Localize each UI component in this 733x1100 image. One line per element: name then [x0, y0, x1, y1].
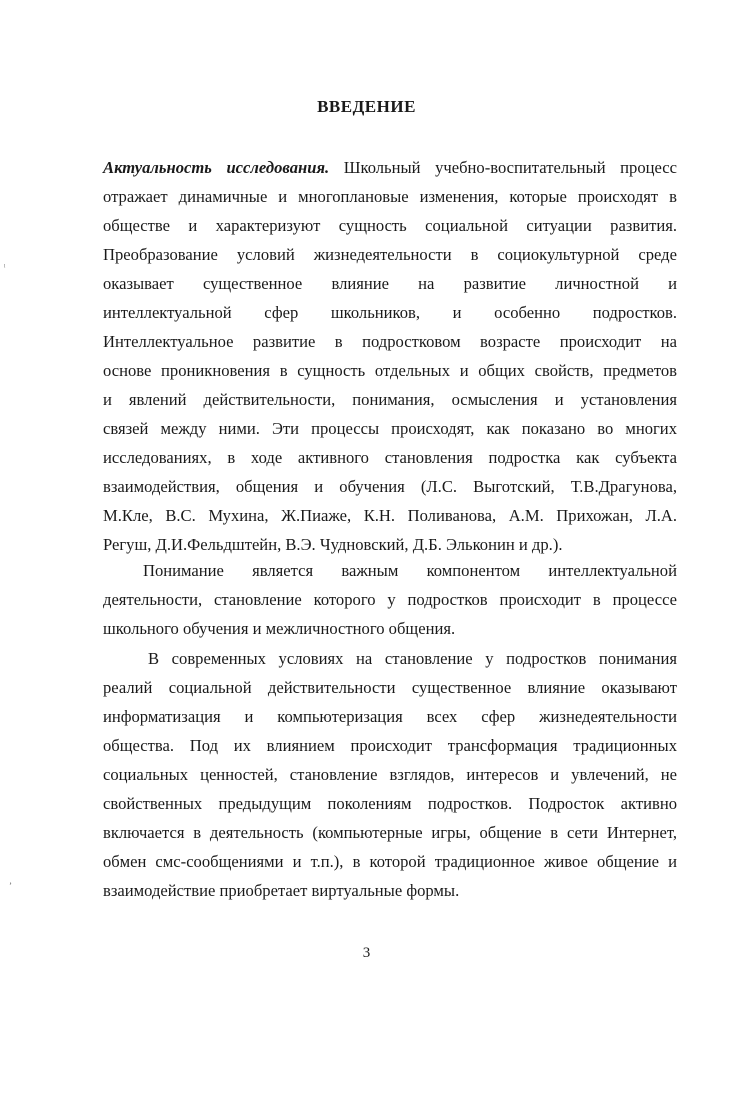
paragraph-3-line: свойственных предыдущим поколениям подростков. Подросток активно: [103, 794, 677, 813]
page-title: ВВЕДЕНИЕ: [317, 97, 416, 116]
paragraph-3-line: В современных условиях на становление у подростков понимания: [148, 649, 677, 668]
paragraph-1-line: Интеллектуальное развитие в подростковом возрасте происходит на: [103, 332, 677, 351]
paragraph-1-line: основе проникновения в сущность отдельных и общих свойств, предметов: [103, 361, 677, 380]
paragraph-2-line: Понимание является важным компонентом интеллектуальной: [143, 561, 677, 580]
page-number: 3: [362, 945, 371, 961]
paragraph-1-line: Регуш, Д.И.Фельдштейн, В.Э. Чудновский, Д.Б. Эльконин и др.).: [103, 535, 563, 554]
paragraph-1-line: интеллектуальной сфер школьников, и особенно подростков.: [103, 303, 677, 322]
scan-speck: ʼ: [9, 881, 12, 891]
lead-rest: Школьный учебно-воспитательный процесс: [329, 158, 678, 177]
lead-heading: Актуальность исследования.: [103, 158, 330, 177]
paragraph-1-line: Преобразование условий жизнедеятельности в социокультурной среде: [103, 245, 677, 264]
paragraph-1-line: связей между ними. Эти процессы происходят, как показано во многих: [103, 419, 677, 438]
paragraph-3-line: реалий социальной действительности существенное влияние оказывают: [103, 678, 677, 697]
paragraph-1-line: исследованиях, в ходе активного становления подростка как субъекта: [103, 448, 677, 467]
paragraph-3-line: обмен смс-сообщениями и т.п.), в которой традиционное живое общение и: [103, 852, 677, 871]
paragraph-2-line: деятельности, становление которого у подростков происходит в процессе: [103, 590, 677, 609]
paragraph-1-line: оказывает существенное влияние на развитие личностной и: [103, 274, 677, 293]
paragraph-3-line: информатизация и компьютеризация всех сфер жизнедеятельности: [103, 707, 677, 726]
paragraph-3-line: социальных ценностей, становление взглядов, интересов и увлечений, не: [103, 765, 677, 784]
paragraph-1-line: взаимодействия, общения и обучения (Л.С. Выготский, Т.В.Драгунова,: [103, 477, 677, 496]
paragraph-3-line: включается в деятельность (компьютерные игры, общение в сети Интернет,: [103, 823, 677, 842]
scan-speck: ˡ: [4, 262, 6, 272]
paragraph-3-line: общества. Под их влиянием происходит трансформация традиционных: [103, 736, 677, 755]
paragraph-1-line: отражает динамичные и многоплановые изменения, которые происходят в: [103, 187, 677, 206]
paragraph-2-line: школьного обучения и межличностного общения.: [103, 619, 456, 638]
paragraph-3-line: взаимодействие приобретает виртуальные формы.: [103, 881, 460, 900]
paragraph-1-line: обществе и характеризуют сущность социальной ситуации развития.: [103, 216, 677, 235]
paragraph-1-line: и явлений действительности, понимания, осмысления и установления: [103, 390, 677, 409]
paragraph-1-line-1: [103, 158, 677, 178]
paragraph-1-line: М.Кле, В.С. Мухина, Ж.Пиаже, К.Н. Поливанова, А.М. Прихожан, Л.А.: [103, 506, 677, 525]
